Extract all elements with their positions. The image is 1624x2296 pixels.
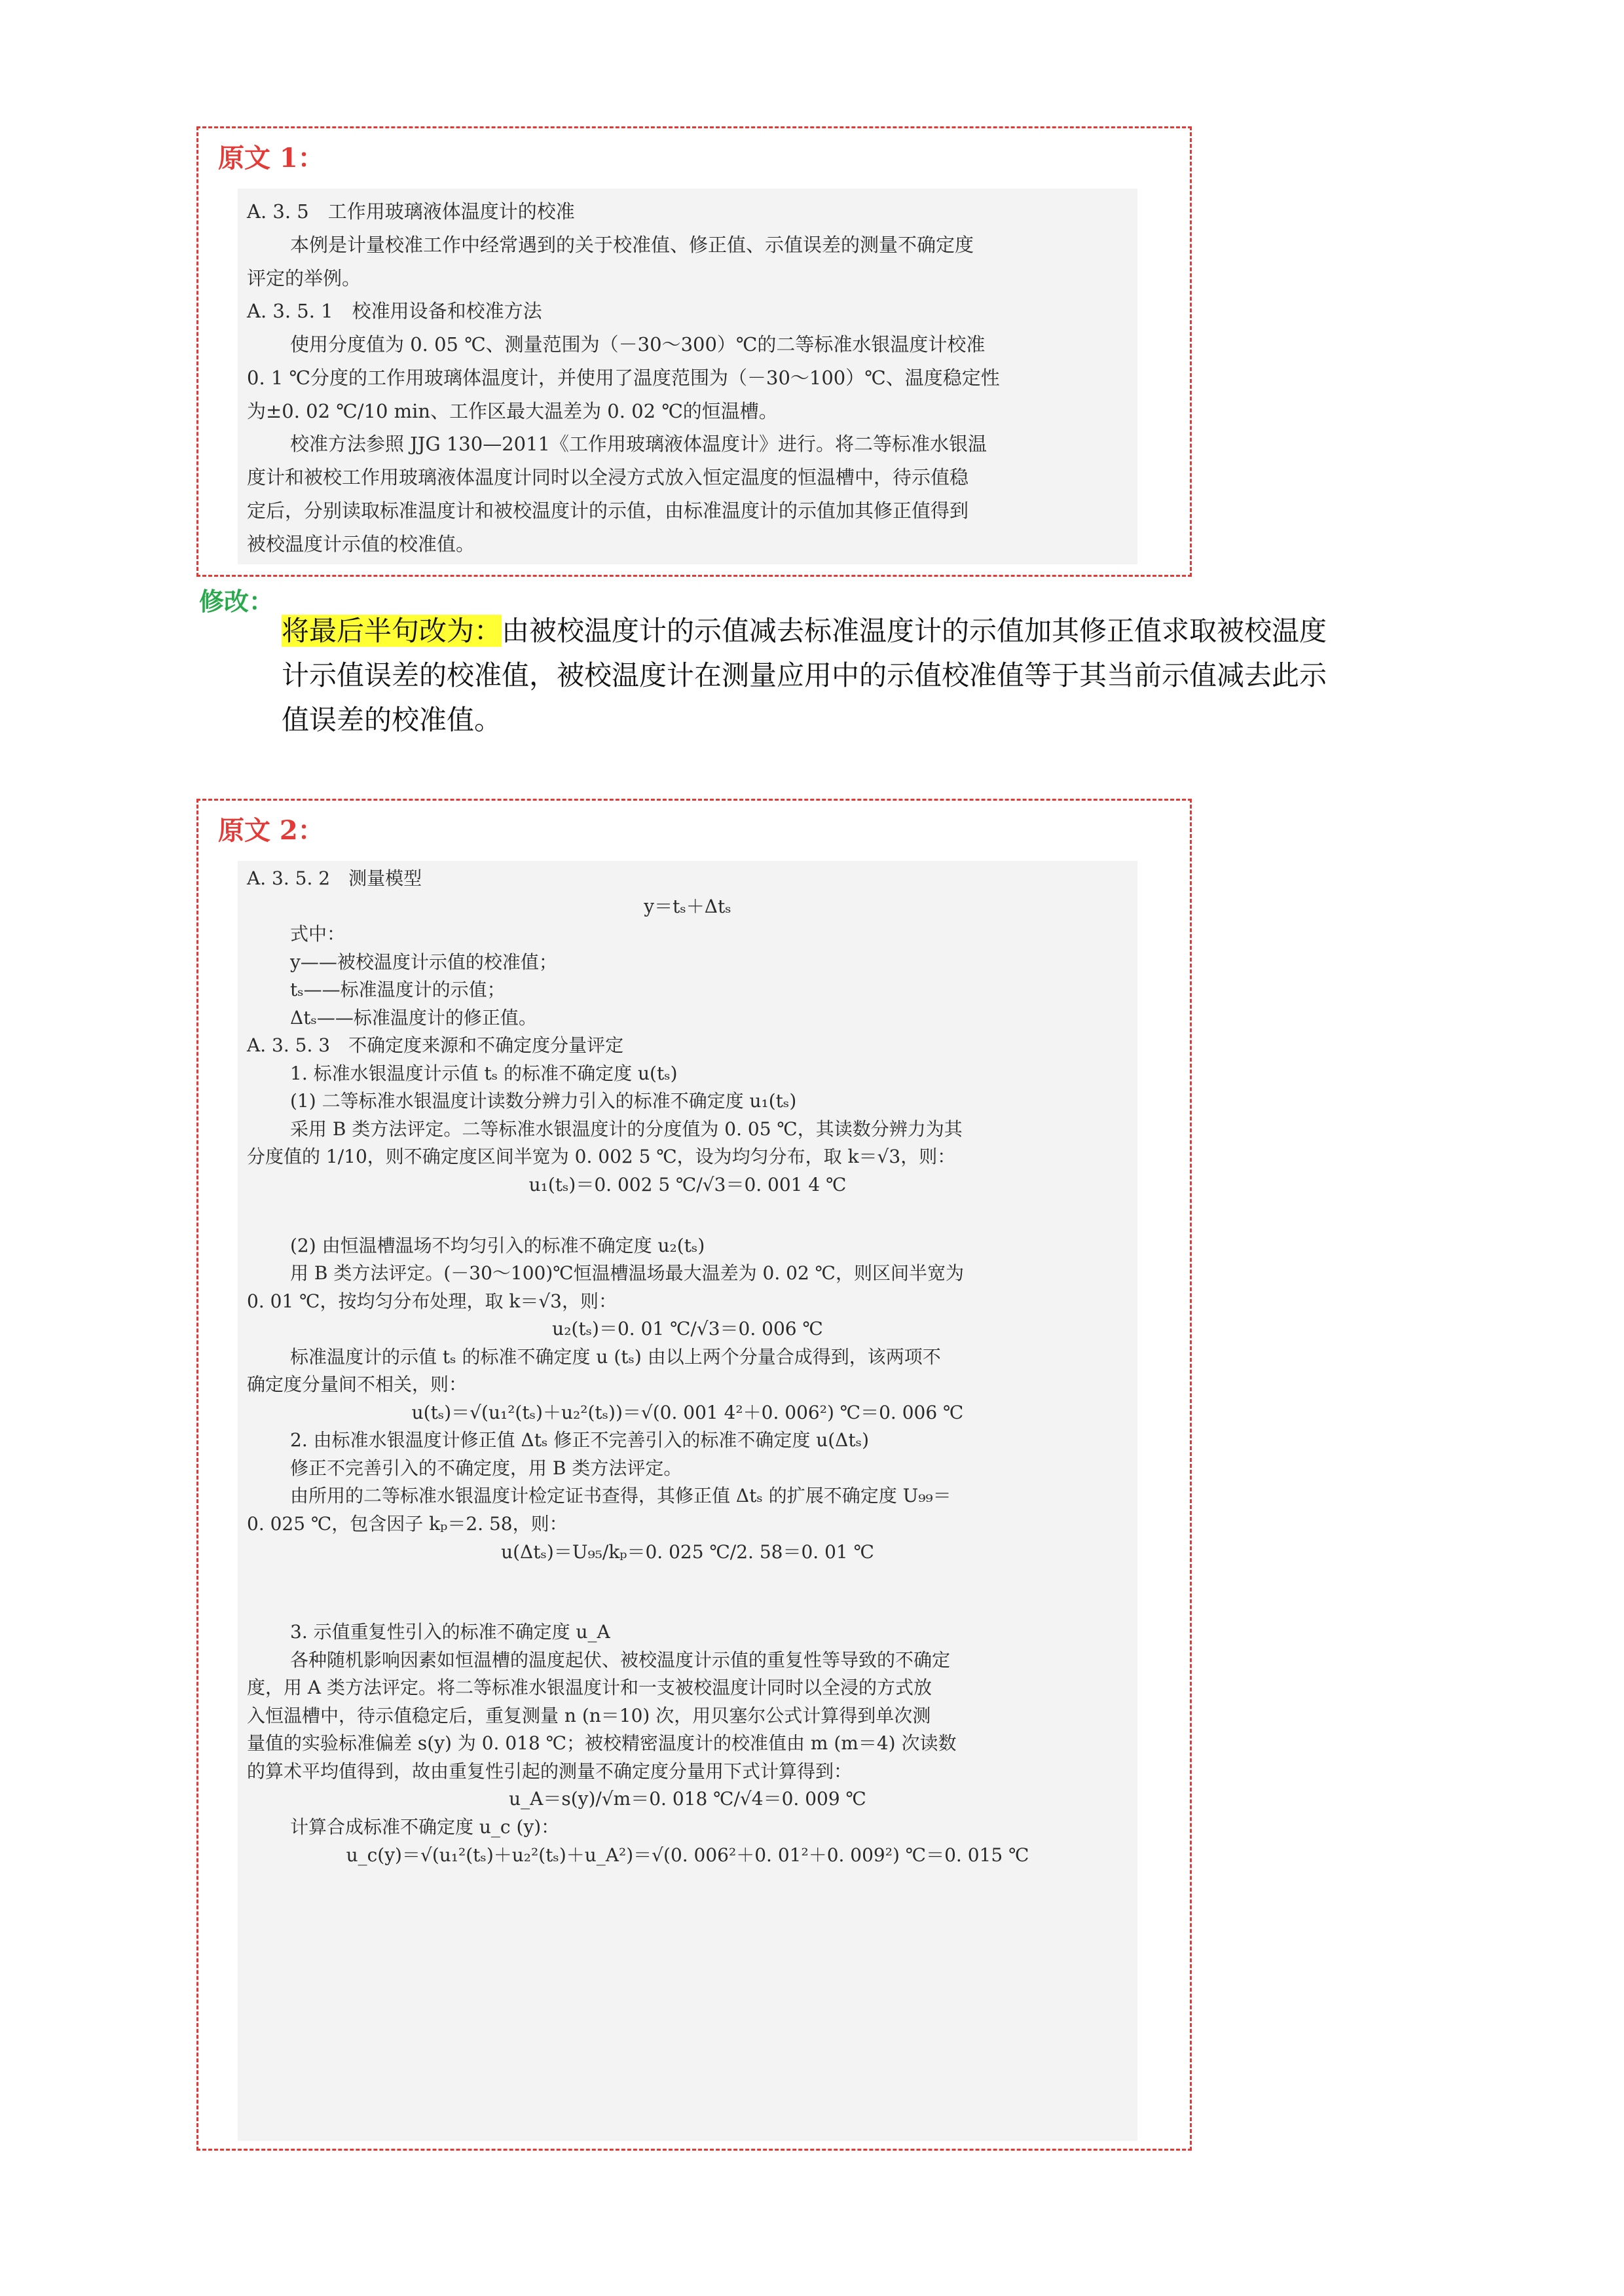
original-2-label: 原文 2： (218, 815, 324, 846)
definition-line: Δtₛ——标准温度计的修正值。 (290, 1006, 537, 1029)
paragraph-line: 0. 1 ℃分度的工作用玻璃体温度计，并使用了温度范围为（－30～100）℃、温度稳定性 (247, 366, 1000, 389)
paragraph-line: 2. 由标准水银温度计修正值 Δtₛ 修正不完善引入的标准不确定度 u(Δtₛ) (290, 1429, 870, 1451)
modification-body: 由被校温度计的示值减去标准温度计的示值加其修正值求取被校温度计示值误差的校准值，被校温度计在测量应用中的示值校准值等于其当前示值减去此示值误差的校准值。 (282, 615, 1327, 737)
paragraph-line: 度计和被校工作用玻璃液体温度计同时以全浸方式放入恒定温度的恒温槽中，待示值稳 (247, 466, 969, 488)
modification-highlight: 将最后半句改为： (282, 615, 502, 647)
paragraph-line: 1. 标准水银温度计示值 tₛ 的标准不确定度 u(tₛ) (290, 1062, 678, 1084)
section-heading: A. 3. 5. 1 校准用设备和校准方法 (247, 300, 542, 323)
section-heading: A. 3. 5. 3 不确定度来源和不确定度分量评定 (247, 1034, 624, 1057)
paragraph-line: 0. 025 ℃，包含因子 kₚ＝2. 58，则： (247, 1513, 568, 1535)
formula: u_A＝s(y)/√m＝0. 018 ℃/√4＝0. 009 ℃ (509, 1788, 866, 1810)
formula: u₁(tₛ)＝0. 002 5 ℃/√3＝0. 001 4 ℃ (528, 1174, 847, 1196)
definition-line: tₛ——标准温度计的示值； (290, 979, 506, 1001)
paragraph-line: 度，用 A 类方法评定。将二等标准水银温度计和一支被校温度计同时以全浸的方式放 (247, 1677, 932, 1699)
paragraph-line: 定后，分别读取标准温度计和被校温度计的示值，由标准温度计的示值加其修正值得到 (247, 499, 969, 522)
section-heading: A. 3. 5. 2 测量模型 (247, 867, 422, 889)
paragraph-line: 为±0. 02 ℃/10 min、工作区最大温差为 0. 02 ℃的恒温槽。 (247, 399, 778, 422)
paragraph-line: 入恒温槽中，待示值稳定后，重复测量 n (n＝10) 次，用贝塞尔公式计算得到单次测 (247, 1704, 931, 1726)
paragraph-line: 分度值的 1/10，则不确定度区间半宽为 0. 002 5 ℃，设为均匀分布，取 k＝√3，则： (247, 1146, 956, 1168)
paragraph-line: 0. 01 ℃，按均匀分布处理，取 k＝√3，则： (247, 1290, 617, 1312)
formula: u(Δtₛ)＝U₉₅/kₚ＝0. 025 ℃/2. 58＝0. 01 ℃ (501, 1540, 874, 1563)
paragraph-line: 3. 示值重复性引入的标准不确定度 u_A (290, 1621, 610, 1643)
modification-text (196, 609, 1349, 742)
paragraph-line: 采用 B 类方法评定。二等标准水银温度计的分度值为 0. 05 ℃，其读数分辨力为其 (290, 1118, 963, 1140)
paragraph-line: 使用分度值为 0. 05 ℃、测量范围为（－30～300）℃的二等标准水银温度计校准 (290, 333, 986, 355)
paragraph-line: 被校温度计示值的校准值。 (247, 532, 475, 555)
paragraph-line: (2) 由恒温槽温场不均匀引入的标准不确定度 u₂(tₛ) (290, 1234, 705, 1256)
original-1-box (196, 126, 1192, 577)
section-heading: A. 3. 5 工作用玻璃液体温度计的校准 (247, 200, 575, 223)
paragraph-line: 各种随机影响因素如恒温槽的温度起伏、被校温度计示值的重复性等导致的不确定 (290, 1649, 951, 1671)
paragraph-line: 确定度分量间不相关，则： (247, 1374, 468, 1396)
formula: u₂(tₛ)＝0. 01 ℃/√3＝0. 006 ℃ (552, 1318, 823, 1340)
formula: u_c(y)＝√(u₁²(tₛ)＋u₂²(tₛ)＋u_A²)＝√(0. 006²＋0. 01²＋0. 009²) ℃＝0. 015 ℃ (346, 1844, 1029, 1866)
formula: u(tₛ)＝√(u₁²(tₛ)＋u₂²(tₛ))＝√(0. 001 4²＋0. 006²) ℃＝0. 006 ℃ (411, 1401, 964, 1423)
paragraph-line: 由所用的二等标准水银温度计检定证书查得，其修正值 Δtₛ 的扩展不确定度 U₉₉＝ (290, 1485, 951, 1507)
paragraph-line: 标准温度计的示值 tₛ 的标准不确定度 u (tₛ) 由以上两个分量合成得到，该两项不 (290, 1345, 941, 1368)
original-2-scan (238, 861, 1137, 2141)
definition-line: y——被校温度计示值的校准值； (290, 951, 557, 973)
original-2-box (196, 799, 1192, 2151)
paragraph-line: (1) 二等标准水银温度计读数分辨力引入的标准不确定度 u₁(tₛ) (290, 1090, 797, 1112)
original-1-scan (238, 189, 1137, 564)
paragraph-line: 量值的实验标准偏差 s(y) 为 0. 018 ℃；被校精密温度计的校准值由 m (m＝4) 次读数 (247, 1732, 957, 1755)
paragraph-line: 计算合成标准不确定度 u_c (y)： (290, 1815, 560, 1838)
original-1-label: 原文 1： (218, 143, 324, 173)
paragraph-line: 校准方法参照 JJG 130—2011《工作用玻璃液体温度计》进行。将二等标准水银温 (290, 433, 987, 456)
paragraph-line: 本例是计量校准工作中经常遇到的关于校准值、修正值、示值误差的测量不确定度 (290, 233, 974, 256)
modification-label: 修改： (199, 587, 274, 616)
paragraph-line: 式中： (290, 923, 346, 945)
paragraph-line: 的算术平均值得到，故由重复性引起的测量不确定度分量用下式计算得到： (247, 1760, 853, 1782)
paragraph-line: 修正不完善引入的不确定度，用 B 类方法评定。 (290, 1457, 682, 1479)
formula: y＝tₛ＋Δtₛ (644, 895, 731, 917)
paragraph-line: 用 B 类方法评定。(－30～100)℃恒温槽温场最大温差为 0. 02 ℃，则区间半宽为 (290, 1262, 964, 1285)
paragraph-line: 评定的举例。 (247, 266, 361, 289)
